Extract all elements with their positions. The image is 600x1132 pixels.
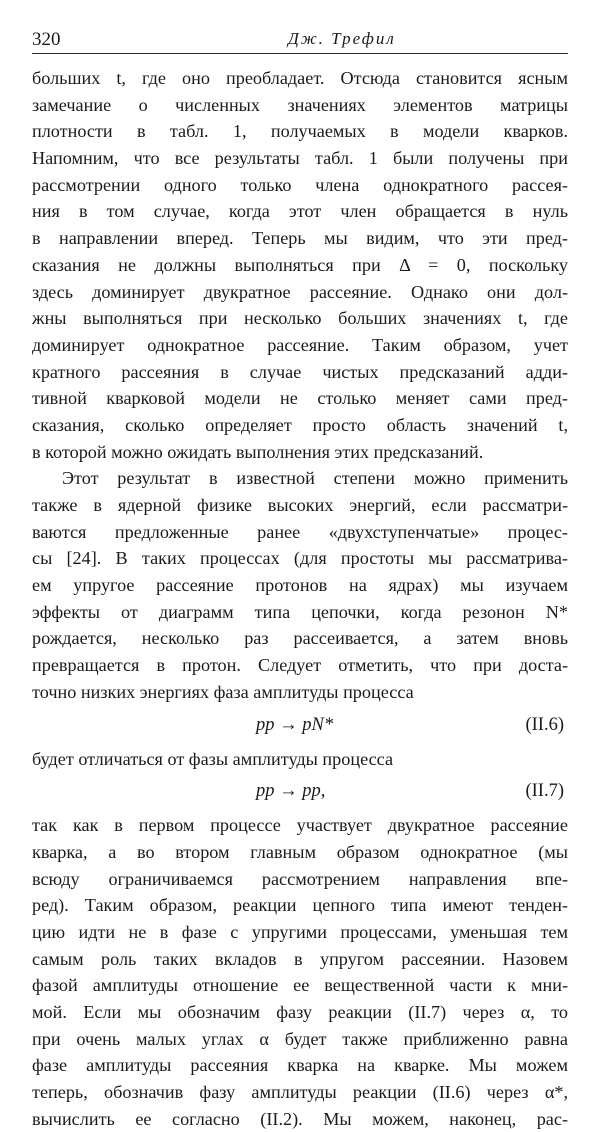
text-line: вычислить ее согласно (II.2). Мы можем, наконец, рас- (32, 1108, 568, 1129)
text-line: замечание о численных значениях элементов матрицы (32, 94, 568, 115)
text-line: так как в первом процессе участвует двукратное рассеяние (32, 815, 568, 836)
text-line: точно низких энергиях фаза амплитуды процесса (32, 681, 414, 702)
text-line: больших t, где оно преобладает. Отсюда становится ясным (32, 68, 568, 88)
text-line: в которой можно ожидать выполнения этих предсказаний. (32, 441, 484, 462)
equation-number: (II.7) (525, 781, 564, 802)
text-line: цию идти не в фазе с упругими процессами, уменьшая тем (32, 921, 568, 942)
text-line: теперь, обозначив фазу амплитуды реакции (II.6) через α*, (32, 1082, 568, 1103)
equation-formula: pp → pp, (256, 781, 326, 802)
text-line: будет отличаться от фазы амплитуды процесса (32, 748, 394, 769)
text-line: Этот результат в известной степени можно применить (62, 468, 568, 489)
text-line: эффекты от диаграмм типа цепочки, когда резонон N* (32, 601, 568, 622)
text-line: сы [24]. В таких процессах (для простоты мы рассматрива- (32, 548, 568, 569)
text-line: сказания, сколько определяет просто область значений t, (32, 414, 568, 435)
page-number: 320 (32, 29, 61, 50)
text-line: тивной кварковой модели не столько меняет сами пред- (32, 388, 568, 409)
running-title: Дж. Трефил (288, 29, 396, 48)
text-line: рождается, несколько раз рассеивается, а затем вновь (32, 628, 568, 649)
text-line: также в ядерной физике высоких энергий, если рассматри- (32, 495, 568, 515)
text-line: сказания не должны выполняться при Δ = 0, поскольку (32, 254, 568, 275)
equation-ii-7 (32, 774, 568, 808)
text-line: фазой амплитуды отношение ее вещественной части к мни- (32, 975, 568, 996)
text-line: мой. Если мы обозначим фазу реакции (II.7) через α, то (32, 1002, 568, 1022)
text-line: ваются предложенные ранее «двухступенчатые» процес- (32, 521, 568, 542)
paragraph-3 (32, 812, 568, 1132)
equation-number: (II.6) (525, 714, 564, 735)
text-line: доминирует однократное рассеяние. Таким образом, учет (32, 334, 568, 355)
text-line: при очень малых углах α будет также приближенно равна (32, 1028, 568, 1049)
main-text (32, 65, 568, 1132)
text-line: фазе амплитуды рассеяния кварка на кварке. Мы можем (32, 1055, 568, 1076)
text-line: плотности в табл. 1, получаемых в модели кварков. (32, 121, 568, 142)
page-header (32, 29, 568, 54)
paragraph-2 (32, 465, 568, 705)
text-line: кварка, а во втором главным образом однократное (мы (32, 841, 568, 862)
text-line: всюду ограничиваемся рассмотрением направления впе- (32, 868, 568, 889)
text-line: самым роль таких вкладов в упругом рассеянии. Назовем (32, 948, 568, 969)
equation-ii-6 (32, 708, 568, 742)
equation-formula: pp → pN* (256, 714, 334, 735)
text-line: рассмотрении одного только члена однократного рассея- (32, 174, 568, 195)
text-line: Напомним, что все результаты табл. 1 были получены при (32, 148, 568, 169)
text-line: здесь доминирует двукратное рассеяние. Однако они дол- (32, 281, 568, 302)
text-line: в направлении вперед. Теперь мы видим, что эти пред- (32, 228, 568, 249)
text-line: ред). Таким образом, реакции цепного типа имеют тенден- (32, 895, 568, 916)
text-line: кратного рассеяния в случае чистых предсказаний адди- (32, 361, 568, 382)
paragraph-1 (32, 65, 568, 465)
text-line: превращается в протон. Следует отметить, что при доста- (32, 655, 568, 676)
text-line: ния в том случае, когда этот член обращается в нуль (32, 201, 568, 222)
text-line: жны выполняться при несколько больших значениях t, где (32, 308, 568, 329)
text-line: ем упругое рассеяние протонов на ядрах) мы изучаем (32, 575, 568, 596)
